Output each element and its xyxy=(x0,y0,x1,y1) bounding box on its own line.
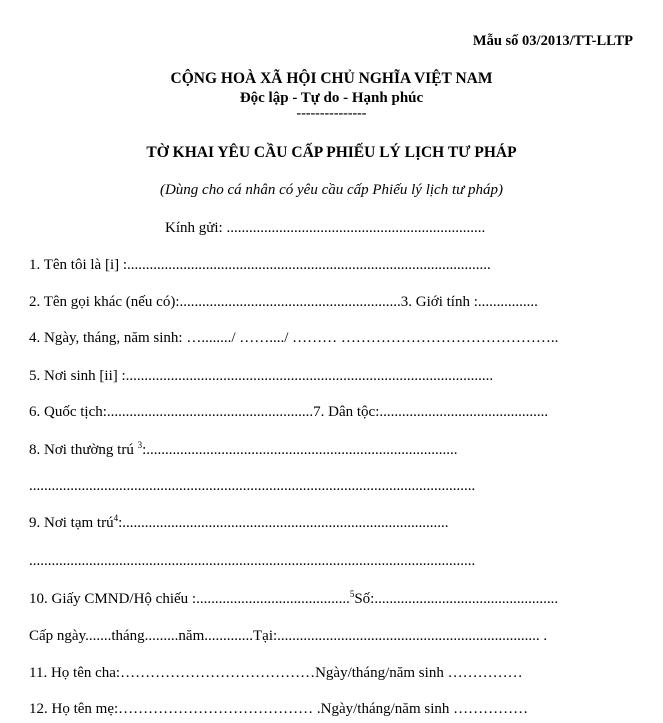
field-mother[interactable]: 12. Họ tên mẹ:………………………………… .Ngày/tháng/năm sinh …………… xyxy=(29,701,529,717)
permanent-residence-label: 8. Nơi thường trú xyxy=(29,442,134,458)
footnote-marker: 4 xyxy=(113,513,119,523)
national-title: CỘNG HOÀ XÃ HỘI CHỦ NGHĨA VIỆT NAM xyxy=(170,70,493,87)
field-name[interactable]: 1. Tên tôi là [i] :................................................................................................. xyxy=(29,257,491,273)
id-card-number: Số:................................................. xyxy=(354,591,559,607)
footnote-marker: 3 xyxy=(137,440,143,450)
document-title: TỜ KHAI YÊU CẦU CẤP PHIẾU LÝ LỊCH TƯ PHÁP xyxy=(146,144,517,161)
form-code: Mẫu số 03/2013/TT-LLTP xyxy=(472,33,633,49)
field-issue-date-place[interactable]: Cấp ngày.......tháng.........năm.............Tại:...................................................................... . xyxy=(29,628,548,644)
field-temporary-residence-cont[interactable]: ....................................................................................................................... xyxy=(29,553,476,569)
field-permanent-residence[interactable] xyxy=(29,442,458,459)
footnote-marker: 5 xyxy=(349,589,355,599)
temporary-residence-label: 9. Nơi tạm trú xyxy=(29,515,114,531)
field-permanent-residence-cont[interactable]: ....................................................................................................................... xyxy=(29,478,476,494)
permanent-residence-dots: :................................................................................... xyxy=(142,442,458,458)
field-nationality-ethnicity[interactable]: 6. Quốc tịch:.......................................................7. Dân tộc:............................................. xyxy=(29,404,549,420)
temporary-residence-dots: :....................................................................................... xyxy=(118,515,449,531)
field-birth-place[interactable]: 5. Nơi sinh [ii] :.................................................................................................. xyxy=(29,368,494,384)
field-father[interactable]: 11. Họ tên cha:…………………………………Ngày/tháng/năm sinh …………… xyxy=(29,665,523,681)
field-temporary-residence[interactable] xyxy=(29,515,449,532)
id-card-label: 10. Giấy CMND/Hộ chiếu :......................................... xyxy=(29,591,350,607)
header-separator: --------------- xyxy=(296,106,367,121)
field-birth-date[interactable]: 4. Ngày, tháng, năm sinh: …......../ ……..../ ……… …………………………………….. xyxy=(29,330,559,346)
field-other-name-gender[interactable]: 2. Tên gọi khác (nếu có):...........................................................3. Giới tính :................ xyxy=(29,294,538,310)
national-motto: Độc lập - Tự do - Hạnh phúc xyxy=(239,90,424,106)
field-id-card[interactable] xyxy=(29,591,558,608)
document-subtitle: (Dùng cho cá nhân có yêu cầu cấp Phiếu lý lịch tư pháp) xyxy=(159,182,504,198)
addressee-line[interactable]: Kính gửi: ..................................................................... xyxy=(165,220,486,236)
